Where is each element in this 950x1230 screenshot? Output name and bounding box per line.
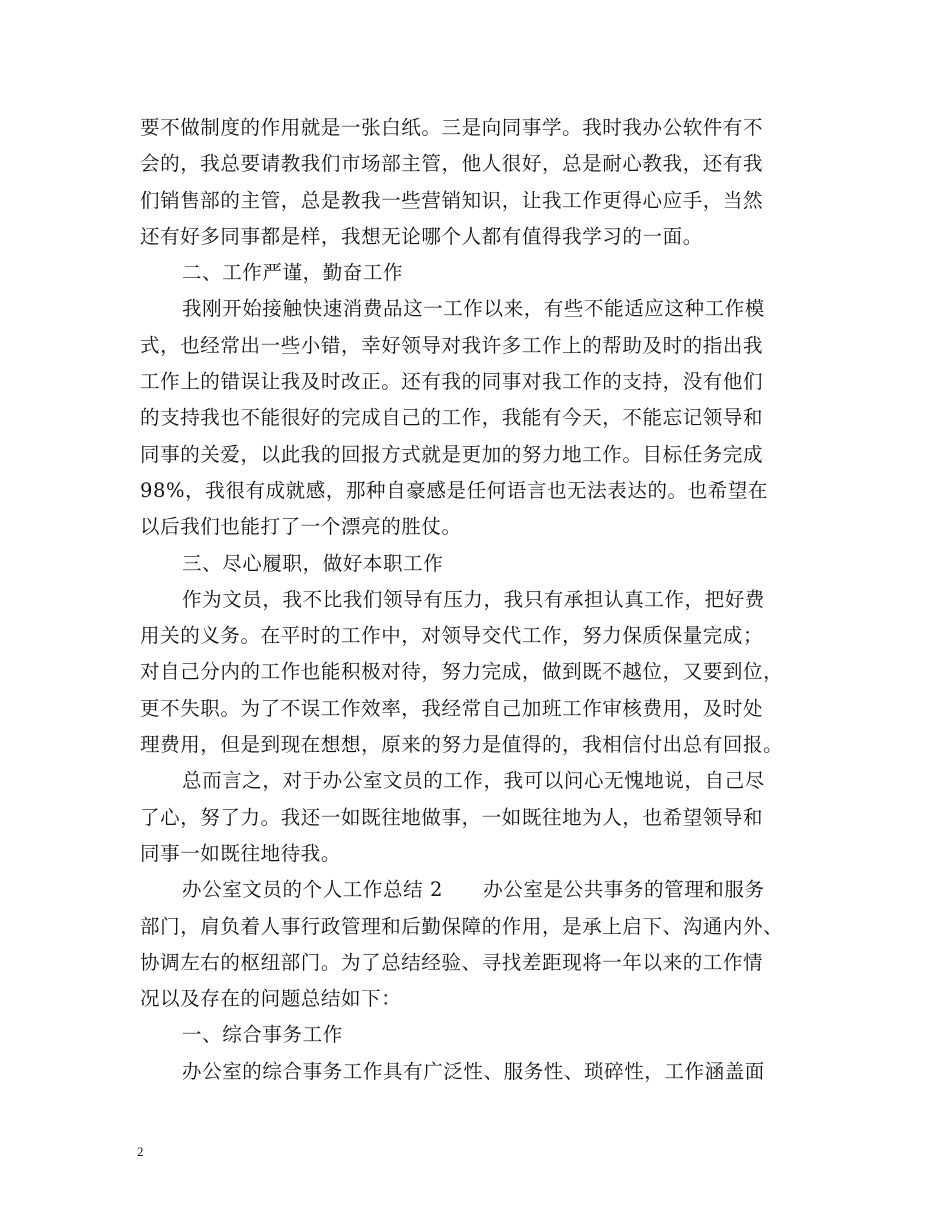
text-line: 办公室的综合事务工作具有广泛性、服务性、琐碎性，工作涵盖面 xyxy=(182,1059,765,1083)
body-text xyxy=(140,110,820,1090)
text-line: 同事一如既往地待我。 xyxy=(140,841,342,865)
text-line: 98%，我很有成就感，那种自豪感是任何语言也无法表达的。也希望在 xyxy=(140,478,769,502)
page-number: 2 xyxy=(137,1144,144,1159)
text-line: 理费用，但是到现在想想，原来的努力是值得的，我相信付出总有回报。 xyxy=(140,733,784,757)
text-line: 三、尽心履职，做好本职工作 xyxy=(182,551,444,575)
text-line: 式，也经常出一些小错，幸好领导对我许多工作上的帮助及时的指出我 xyxy=(140,333,764,357)
text-line: 以后我们也能打了一个漂亮的胜仗。 xyxy=(140,515,462,539)
text-line: 一、综合事务工作 xyxy=(182,1023,343,1047)
text-line: 了心，努了力。我还一如既往地做事，一如既往地为人，也希望领导和 xyxy=(140,805,764,829)
text-line: 的支持我也不能很好的完成自己的工作，我能有今天，不能忘记领导和 xyxy=(140,406,764,430)
text-line: 总而言之，对于办公室文员的工作，我可以问心无愧地说，自己尽 xyxy=(182,769,765,793)
text-line: 二、工作严谨，勤奋工作 xyxy=(182,261,404,285)
text-line: 对自己分内的工作也能积极对待，努力完成，做到既不越位，又要到位， xyxy=(140,660,784,684)
text-line: 我刚开始接触快速消费品这一工作以来，有些不能适应这种工作模 xyxy=(182,297,765,321)
text-line: 办公室文员的个人工作总结 2 办公室是公共事务的管理和服务 xyxy=(182,878,765,902)
text-line: 们销售部的主管，总是教我一些营销知识，让我工作更得心应手，当然 xyxy=(140,188,764,212)
text-line: 况以及存在的问题总结如下： xyxy=(140,987,402,1011)
text-line: 要不做制度的作用就是一张白纸。三是向同事学。我时我办公软件有不 xyxy=(140,116,764,139)
text-line: 会的，我总要请教我们市场部主管，他人很好，总是耐心教我，还有我 xyxy=(140,152,764,176)
text-line: 工作上的错误让我及时改正。还有我的同事对我工作的支持，没有他们 xyxy=(140,370,764,394)
text-line: 协调左右的枢纽部门。为了总结经验、寻找差距现将一年以来的工作情 xyxy=(140,950,764,974)
text-line: 还有好多同事都是样，我想无论哪个人都有值得我学习的一面。 xyxy=(140,224,703,248)
text-line: 用关的义务。在平时的工作中，对领导交代工作，努力保质保量完成； xyxy=(140,624,764,648)
text-line: 同事的关爱，以此我的回报方式就是更加的努力地工作。目标任务完成 xyxy=(140,442,764,466)
text-line: 作为文员，我不比我们领导有压力，我只有承担认真工作，把好费 xyxy=(182,587,765,611)
text-line: 部门，肩负着人事行政管理和后勤保障的作用，是承上启下、沟通内外、 xyxy=(140,914,784,938)
text-line: 更不失职。为了不误工作效率，我经常自己加班工作审核费用，及时处 xyxy=(140,696,764,720)
